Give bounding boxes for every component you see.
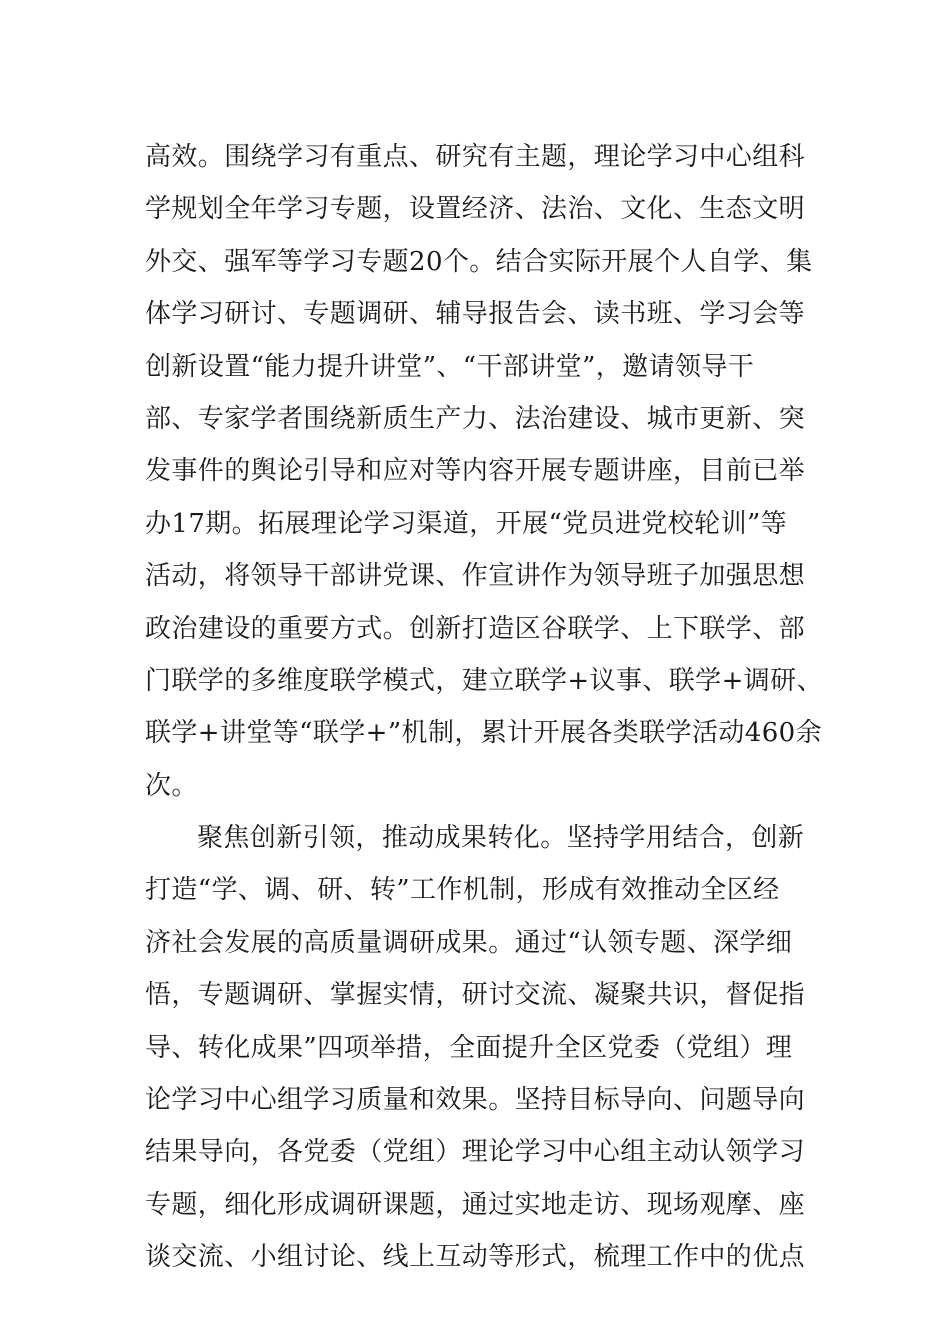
text-line: 学规划全年学习专题，设置经济、法治、文化、生态文明 (145, 194, 806, 225)
paragraph (145, 131, 823, 812)
text-line: 专题，细化形成调研课题，通过实地走访、现场观摩、座 (145, 1189, 806, 1220)
text-line: 次。 (145, 770, 198, 801)
text-line: 联学+讲堂等“联学+”机制，累计开展各类联学活动460余 (145, 718, 822, 749)
text-line: 打造“学、调、研、转”工作机制，形成有效推动全区经 (145, 875, 780, 906)
paragraph (145, 812, 815, 1284)
text-line: 济社会发展的高质量调研成果。通过“认领专题、深学细 (145, 927, 793, 958)
text-line: 发事件的舆论引导和应对等内容开展专题讲座，目前已举 (145, 456, 806, 487)
text-line: 体学习研讨、专题调研、辅导报告会、读书班、学习会等 (145, 299, 806, 330)
text-line: 外交、强军等学习专题20个。结合实际开展个人自学、集 (145, 246, 813, 277)
text-line: 政治建设的重要方式。创新打造区谷联学、上下联学、部 (145, 613, 806, 644)
text-line: 结果导向，各党委（党组）理论学习中心组主动认领学习 (145, 1137, 806, 1168)
text-line: 论学习中心组学习质量和效果。坚持目标导向、问题导向 (145, 1085, 806, 1116)
text-line: 办17期。拓展理论学习渠道，开展“党员进党校轮训”等 (145, 508, 788, 539)
text-line: 谈交流、小组讨论、线上互动等形式，梳理工作中的优点 (145, 1242, 806, 1273)
document-body (145, 131, 823, 1284)
text-line: 高效。围绕学习有重点、研究有主题，理论学习中心组科 (145, 142, 806, 172)
text-line: 部、专家学者围绕新质生产力、法治建设、城市更新、突 (145, 403, 806, 434)
text-line: 创新设置“能力提升讲堂”、“干部讲堂”，邀请领导干 (145, 351, 755, 382)
text-line: 门联学的多维度联学模式，建立联学+议事、联学+调研、 (145, 665, 823, 696)
text-line: 悟，专题调研、掌握实情，研讨交流、凝聚共识，督促指 (145, 980, 806, 1011)
text-line: 活动，将领导干部讲党课、作宣讲作为领导班子加强思想 (145, 561, 806, 592)
text-line: 聚焦创新引领，推动成果转化。坚持学用结合，创新 (197, 823, 805, 854)
text-line: 导、转化成果”四项举措，全面提升全区党委（党组）理 (145, 1032, 793, 1063)
